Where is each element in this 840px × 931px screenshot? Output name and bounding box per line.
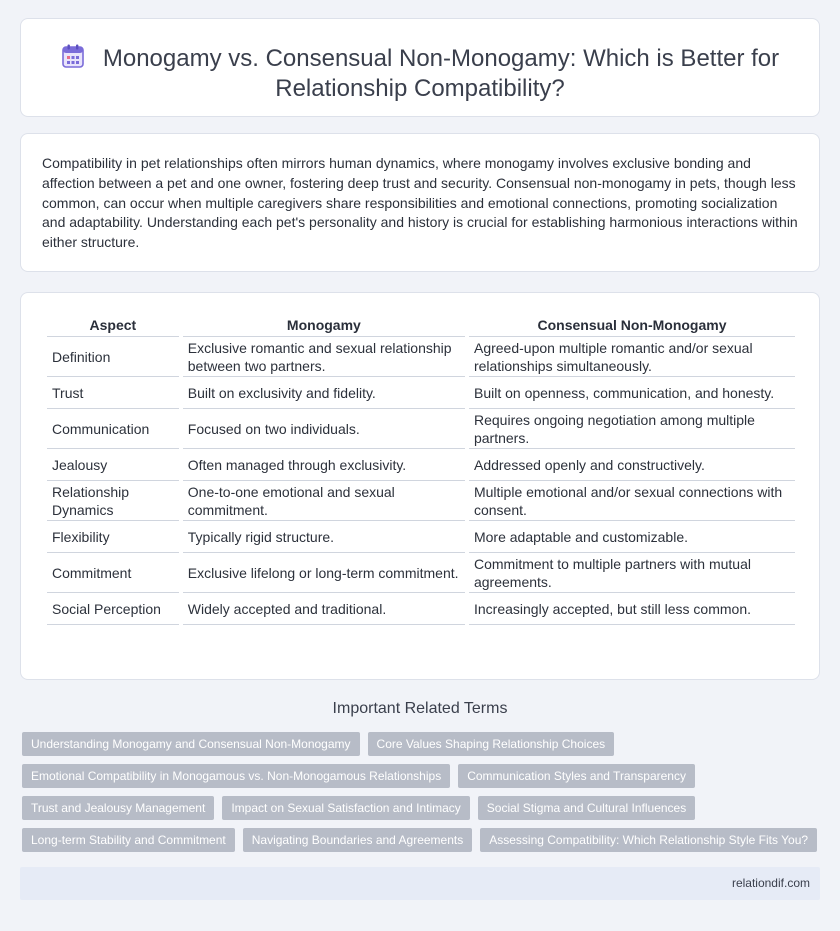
cell-cnm: Addressed openly and constructively.: [469, 449, 795, 481]
cell-aspect: Trust: [47, 377, 179, 409]
cell-cnm: Agreed-upon multiple romantic and/or sexual relationships simultaneously.: [469, 337, 795, 377]
related-terms-heading: Important Related Terms: [332, 700, 508, 717]
cell-monogamy: Typically rigid structure.: [183, 521, 465, 553]
cell-aspect: Social Perception: [47, 593, 179, 625]
table-row: [47, 521, 795, 553]
table-header-row: [47, 315, 795, 337]
title-card: [20, 18, 820, 117]
cell-aspect: Jealousy: [47, 449, 179, 481]
table-row: [47, 553, 795, 593]
cell-cnm: Increasingly accepted, but still less common.: [469, 593, 795, 625]
cell-monogamy: Focused on two individuals.: [183, 409, 465, 449]
cell-cnm: Requires ongoing negotiation among multiple partners.: [469, 409, 795, 449]
cell-cnm: Built on openness, communication, and honesty.: [469, 377, 795, 409]
related-term-tag[interactable]: Emotional Compatibility in Monogamous vs. Non-Monogamous Relationships: [22, 764, 450, 788]
cell-monogamy: One-to-one emotional and sexual commitment.: [183, 481, 465, 521]
footer-site-link[interactable]: relationdif.com: [731, 876, 810, 890]
cell-aspect: Communication: [47, 409, 179, 449]
table-row: [47, 449, 795, 481]
cell-monogamy: Often managed through exclusivity.: [183, 449, 465, 481]
intro-card: [20, 133, 820, 272]
cell-monogamy: Exclusive lifelong or long-term commitment.: [183, 553, 465, 593]
cell-monogamy: Exclusive romantic and sexual relationship between two partners.: [183, 337, 465, 377]
table-row: [47, 377, 795, 409]
title-line-1: Monogamy vs. Consensual Non-Monogamy: Which is Better for: [102, 45, 780, 72]
related-term-tag[interactable]: Trust and Jealousy Management: [22, 796, 214, 820]
table-row: [47, 481, 795, 521]
cell-aspect: Flexibility: [47, 521, 179, 553]
footer: [20, 867, 820, 900]
cell-cnm: More adaptable and customizable.: [469, 521, 795, 553]
related-term-tag[interactable]: Navigating Boundaries and Agreements: [243, 828, 472, 852]
table-row: [47, 593, 795, 625]
table-row: [47, 409, 795, 449]
related-term-tag[interactable]: Communication Styles and Transparency: [458, 764, 695, 788]
cell-monogamy: Built on exclusivity and fidelity.: [183, 377, 465, 409]
calendar-icon: [61, 43, 85, 69]
cell-cnm: Multiple emotional and/or sexual connections with consent.: [469, 481, 795, 521]
comparison-table: [43, 315, 799, 625]
cell-aspect: Definition: [47, 337, 179, 377]
cell-aspect: Relationship Dynamics: [47, 481, 179, 521]
title-line-2: Relationship Compatibility?: [275, 75, 565, 102]
header-monogamy: Monogamy: [183, 315, 465, 337]
cell-monogamy: Widely accepted and traditional.: [183, 593, 465, 625]
related-term-tag[interactable]: Understanding Monogamy and Consensual Non-Monogamy: [22, 732, 360, 756]
related-term-tag[interactable]: Long-term Stability and Commitment: [22, 828, 235, 852]
related-term-tag[interactable]: Impact on Sexual Satisfaction and Intimacy: [222, 796, 469, 820]
related-term-tag[interactable]: Social Stigma and Cultural Influences: [478, 796, 695, 820]
table-row: [47, 337, 795, 377]
related-terms-list: [22, 732, 822, 852]
cell-cnm: Commitment to multiple partners with mutual agreements.: [469, 553, 795, 593]
cell-aspect: Commitment: [47, 553, 179, 593]
header-cnm: Consensual Non-Monogamy: [469, 315, 795, 337]
header-aspect: Aspect: [47, 315, 179, 337]
related-term-tag[interactable]: Assessing Compatibility: Which Relationship Style Fits You?: [480, 828, 817, 852]
comparison-card: [20, 292, 820, 680]
intro-paragraph: Compatibility in pet relationships often mirrors human dynamics, where monogamy involves exclusive bonding and affection between a pet and one owner, fostering deep trust and security. Consensual non-monogamy in pets, though less common, can occur when multiple caregivers share responsibilities and emotional connections, promoting socialization and adaptability. Understanding each pet's personality and history is crucial for establishing harmonious interactions within either structure.: [42, 155, 798, 251]
related-term-tag[interactable]: Core Values Shaping Relationship Choices: [368, 732, 615, 756]
page-title: [21, 43, 819, 104]
